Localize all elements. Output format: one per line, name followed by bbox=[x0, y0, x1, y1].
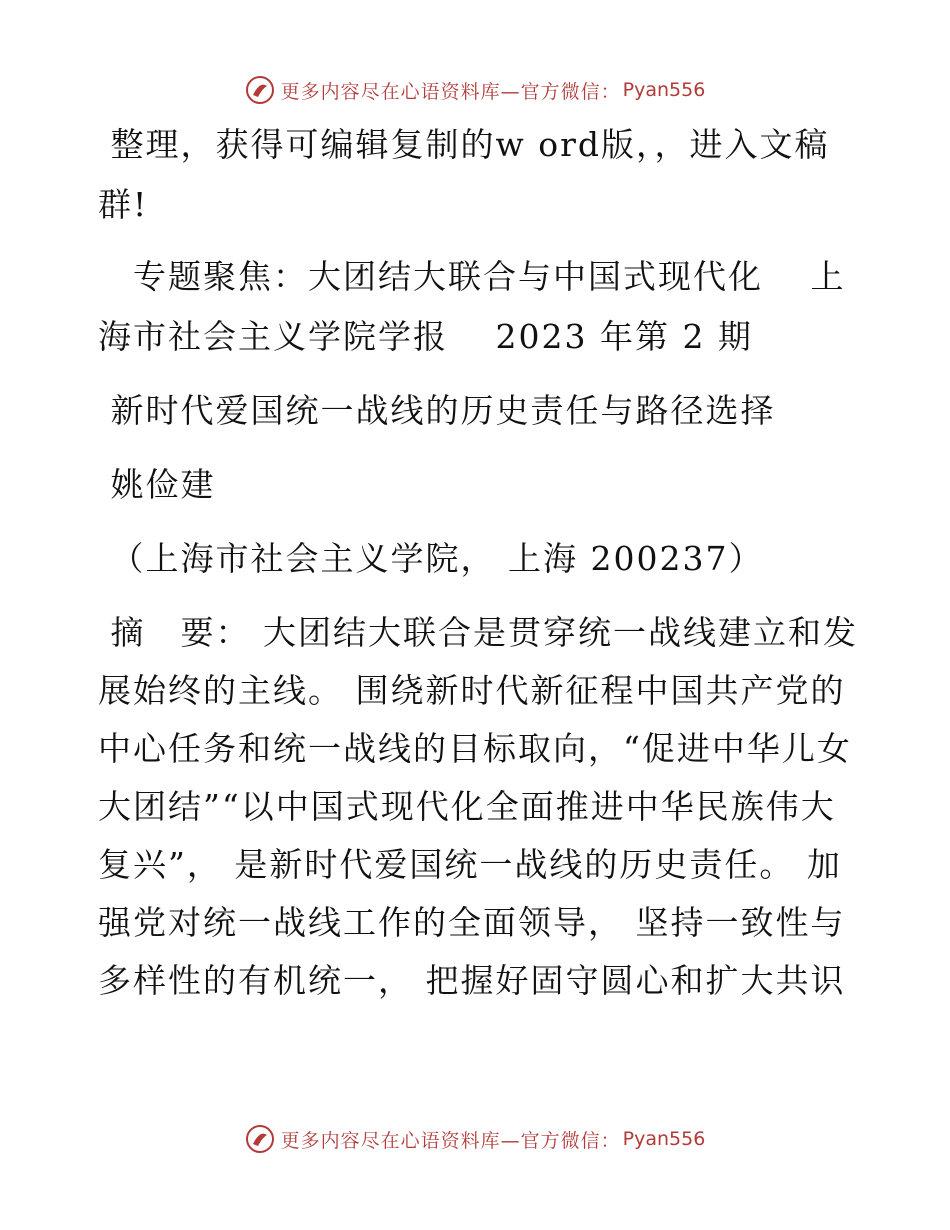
abstract-line: 强党对统一战线工作的全面领导， 坚持一致性与 bbox=[98, 903, 846, 942]
text-line: 整理，获得可编辑复制的w ord版，，进入文稿 bbox=[98, 125, 830, 164]
text-line: 专题聚焦：大团结大联合与中国式现代化 上 bbox=[98, 257, 846, 296]
abstract-line: 展始终的主线。 围绕新时代新征程中国共产党的 bbox=[98, 671, 846, 710]
watermark-text: 更多内容尽在心语资料库—官方微信： bbox=[280, 1129, 621, 1152]
abstract-line: 多样性的有机统一， 把握好固守圆心和扩大共识 bbox=[98, 961, 846, 1000]
brand-logo-icon bbox=[245, 75, 275, 105]
header-watermark bbox=[0, 75, 950, 105]
document-title: 新时代爱国统一战线的历史责任与路径选择 bbox=[98, 391, 776, 430]
text-line: 海市社会主义学院学报 2023 年第 2 期 bbox=[98, 317, 753, 356]
footer-watermark bbox=[0, 1124, 950, 1154]
text-line: 群! bbox=[98, 185, 149, 224]
watermark-text: 更多内容尽在心语资料库—官方微信： bbox=[280, 80, 621, 103]
author-name: 姚俭建 bbox=[98, 465, 216, 504]
abstract-line: 中心任务和统一战线的目标取向，“促进中华儿女 bbox=[98, 729, 852, 768]
abstract-line: 复兴”， 是新时代爱国统一战线的历史责任。 加 bbox=[98, 845, 842, 884]
abstract-line: 摘 要： 大团结大联合是贯穿统一战线建立和发 bbox=[98, 613, 858, 652]
author-affiliation: （上海市社会主义学院， 上海 200237） bbox=[98, 539, 764, 578]
watermark-wechat-id: Pyan556 bbox=[622, 79, 706, 101]
abstract-line: 大团结”“以中国式现代化全面推进中华民族伟大 bbox=[98, 787, 836, 826]
watermark-wechat-id: Pyan556 bbox=[622, 1128, 706, 1150]
brand-logo-icon bbox=[245, 1124, 275, 1154]
